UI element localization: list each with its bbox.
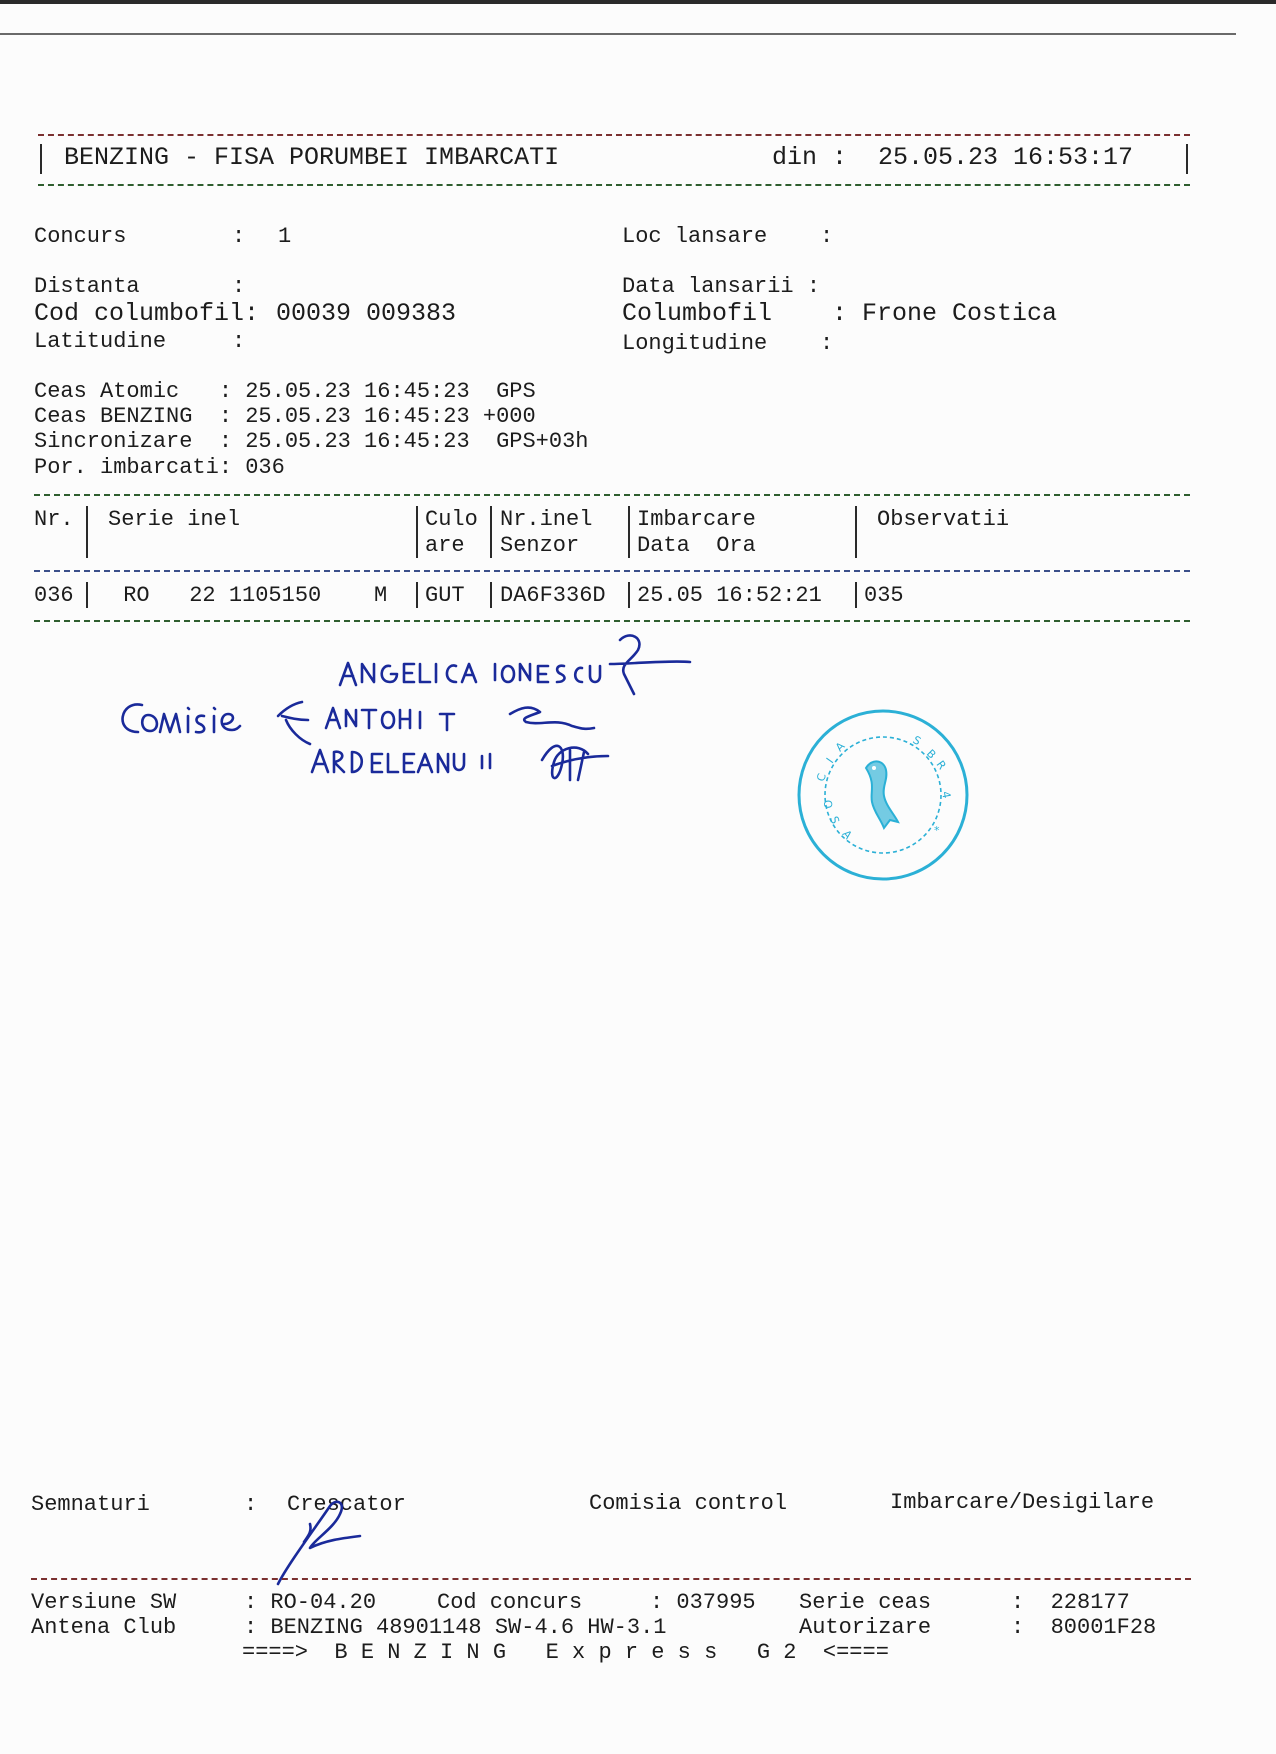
- col-divider: [855, 506, 857, 558]
- col-header-nr: Nr.: [34, 507, 74, 532]
- imbarcare-desigilare-label: Imbarcare/Desigilare: [890, 1490, 1155, 1515]
- semnaturi-colon: :: [244, 1492, 258, 1517]
- breeder-signature: [270, 1492, 390, 1592]
- cell-observatii: 035: [864, 583, 904, 608]
- cod-concurs-label: Cod concurs: [437, 1590, 583, 1615]
- svg-text:O: O: [821, 799, 835, 809]
- row-divider: [628, 582, 630, 608]
- header-left-border: [40, 144, 42, 174]
- cell-culoare: GUT: [425, 583, 465, 608]
- autorizare-value: : 80001F28: [1011, 1615, 1157, 1640]
- versiune-sw-label: Versiune SW: [31, 1590, 177, 1615]
- row-divider: [416, 582, 418, 608]
- svg-text:*: *: [934, 824, 940, 837]
- handwritten-commission-notes: [100, 620, 800, 810]
- col-divider: [490, 506, 492, 558]
- latitudine-label: Latitudine :: [34, 329, 246, 354]
- col-divider: [416, 506, 418, 558]
- svg-text:C: C: [814, 771, 829, 783]
- svg-text:B: B: [923, 746, 939, 762]
- comisia-control-label: Comisia control: [589, 1491, 788, 1516]
- row-divider: [855, 582, 857, 608]
- crescator-label: Crescator: [287, 1492, 406, 1517]
- scan-fold-line: [0, 33, 1236, 35]
- brand-line: ====> B E N Z I N G E x p r e s s G 2 <====: [242, 1640, 889, 1665]
- header-right-border: [1186, 144, 1188, 174]
- row-divider: [490, 582, 492, 608]
- svg-text:A: A: [839, 827, 855, 842]
- col-header-culoare-1: Culo: [425, 507, 478, 532]
- svg-text:S: S: [910, 733, 924, 749]
- header-top-border: [38, 134, 1190, 136]
- serie-ceas-value: : 228177: [1011, 1590, 1130, 1615]
- loc-lansare-label: Loc lansare :: [622, 224, 834, 249]
- columbofil-value: Frone Costica: [862, 299, 1058, 328]
- col-header-imbarcare-1: Imbarcare: [637, 507, 756, 532]
- table-top-border: [34, 494, 1190, 496]
- columbofil-label: Columbofil :: [622, 299, 848, 328]
- ceas-benzing-line: Ceas BENZING : 25.05.23 16:45:23 +000: [34, 404, 536, 429]
- svg-text:R: R: [933, 758, 949, 772]
- versiune-sw-value: : RO-04.20: [244, 1590, 377, 1615]
- autorizare-label: Autorizare: [799, 1615, 932, 1640]
- cell-serie: RO 22 1105150 M: [110, 583, 388, 608]
- svg-text:A: A: [832, 739, 848, 755]
- document-title: BENZING - FISA PORUMBEI IMBARCATI: [64, 143, 560, 172]
- svg-text:S: S: [827, 814, 842, 826]
- club-stamp: [794, 706, 972, 884]
- cell-nr: 036: [34, 583, 74, 608]
- cell-imbarcare: 25.05 16:52:21: [637, 583, 822, 608]
- svg-text:I: I: [823, 755, 837, 766]
- col-header-observatii: Observatii: [877, 507, 1010, 532]
- longitudine-label: Longitudine :: [622, 331, 834, 356]
- distanta-label: Distanta :: [34, 274, 246, 299]
- cod-concurs-value: : 037995: [650, 1590, 756, 1615]
- header-datetime: 25.05.23 16:53:17: [878, 143, 1134, 172]
- cod-columbofil-label: Cod columbofil:: [34, 299, 260, 328]
- col-divider: [86, 506, 88, 558]
- cell-nrinel: DA6F336D: [500, 583, 606, 608]
- antena-club-value: : BENZING 48901148 SW-4.6 HW-3.1: [244, 1615, 667, 1640]
- serie-ceas-label: Serie ceas: [799, 1590, 932, 1615]
- col-header-culoare-2: are: [425, 533, 465, 558]
- ceas-atomic-line: Ceas Atomic : 25.05.23 16:45:23 GPS: [34, 379, 536, 404]
- concurs-label: Concurs :: [34, 224, 246, 249]
- antena-club-label: Antena Club: [31, 1615, 177, 1640]
- col-header-imbarcare-2: Data Ora: [637, 533, 756, 558]
- svg-text:4: 4: [939, 790, 954, 800]
- semnaturi-label: Semnaturi: [31, 1492, 150, 1517]
- header-bottom-border: [38, 184, 1190, 186]
- sincronizare-line: Sincronizare : 25.05.23 16:45:23 GPS+03h: [34, 429, 589, 454]
- row-divider: [86, 582, 88, 608]
- col-header-nrinel-2: Senzor: [500, 533, 580, 558]
- footer-top-border: [31, 1578, 1191, 1580]
- data-lansarii-label: Data lansarii :: [622, 274, 821, 299]
- scan-top-edge: [0, 0, 1276, 4]
- col-header-nrinel-1: Nr.inel: [500, 507, 593, 532]
- table-header-bottom-border: [34, 570, 1190, 572]
- din-label: din :: [772, 143, 848, 172]
- por-imbarcati-line: Por. imbarcati: 036: [34, 455, 285, 480]
- col-header-serie: Serie inel: [108, 507, 241, 532]
- concurs-value: 1: [278, 224, 292, 249]
- col-divider: [628, 506, 630, 558]
- cod-columbofil-value: 00039 009383: [276, 299, 457, 328]
